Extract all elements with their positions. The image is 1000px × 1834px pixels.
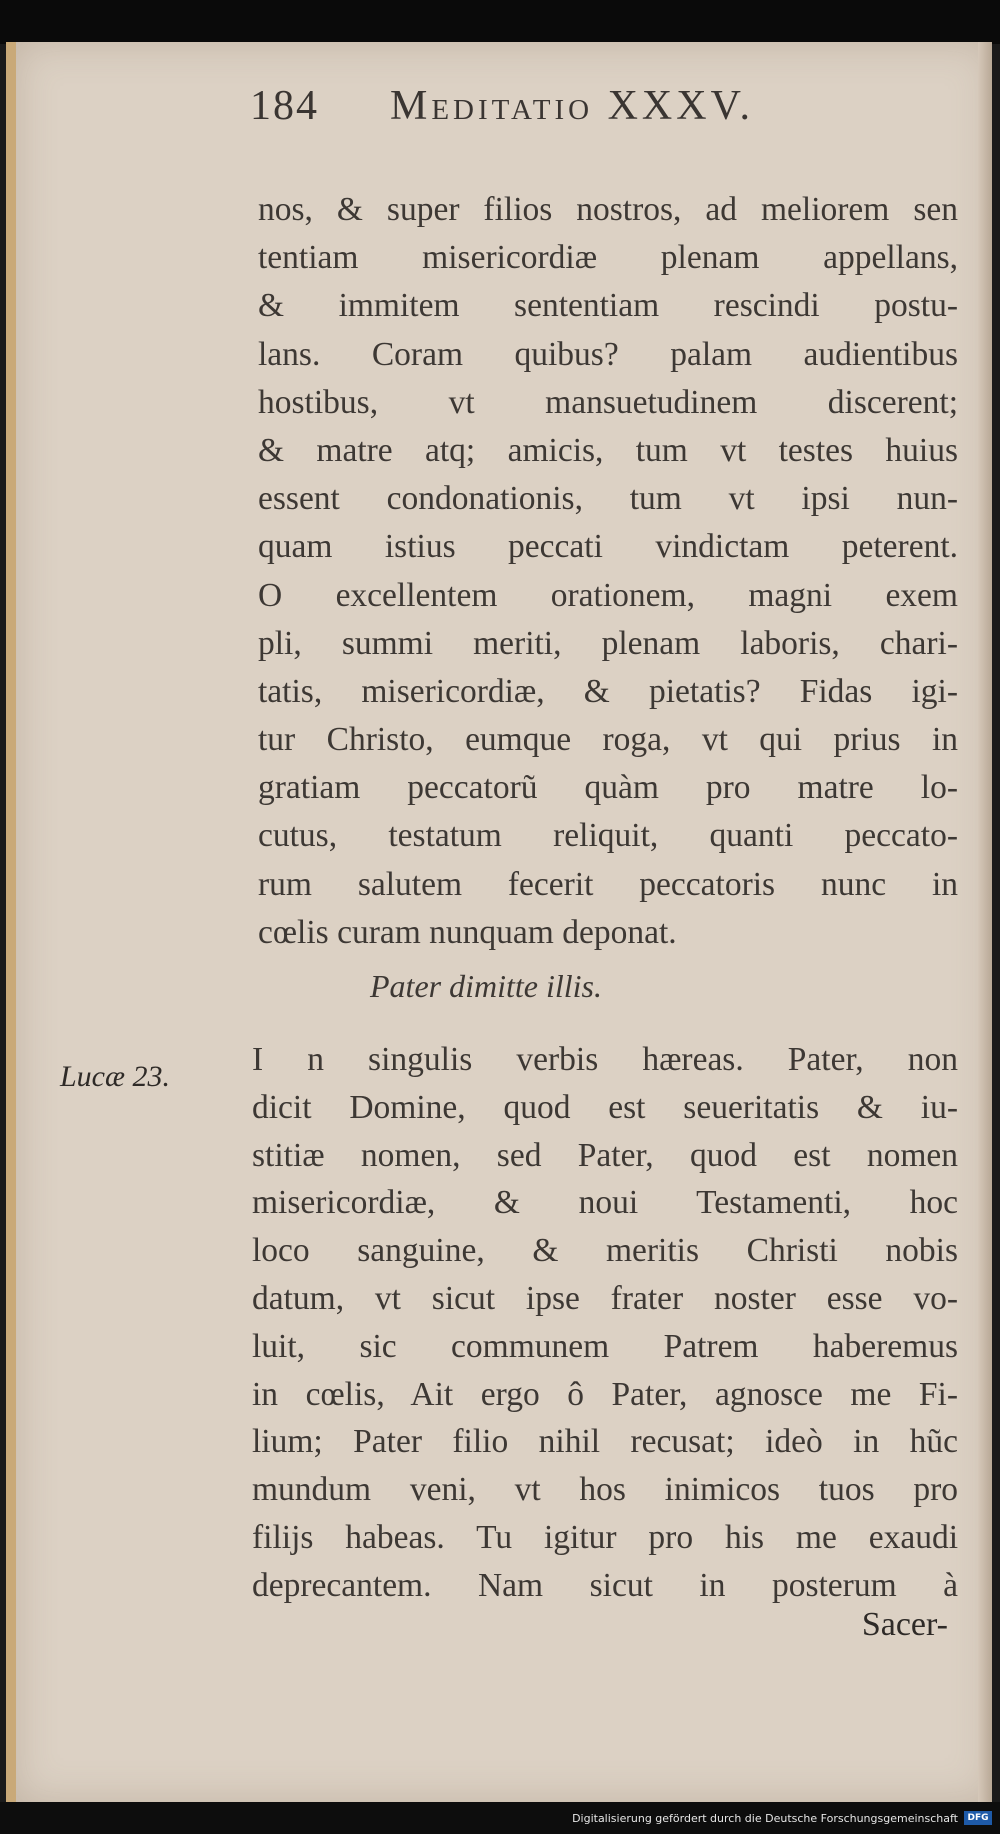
page-edge: [978, 42, 992, 1802]
paragraph-1: [258, 186, 958, 957]
text-line: & immitem sententiam rescindi postu-: [258, 287, 958, 325]
margin-reference: Lucæ 23.: [60, 1060, 171, 1093]
text-line: gratiam peccatorũ quàm pro matre lo-: [258, 769, 958, 807]
text-line: in cœlis, Ait ergo ô Pater, agnosce me Fi-: [252, 1375, 958, 1413]
running-header: [250, 82, 850, 142]
text-line: datum, vt sicut ipse frater noster esse vo-: [252, 1279, 958, 1317]
text-line: stitiæ nomen, sed Pater, quod est nomen: [252, 1136, 958, 1174]
text-line: misericordiæ, & noui Testamenti, hoc: [252, 1184, 958, 1222]
text-line: pli, summi meriti, plenam laboris, chari-: [258, 624, 958, 662]
digitization-credit: Digitalisierung gefördert durch die Deutsche Forschungsgemeinschaft: [572, 1812, 958, 1825]
text-line: luit, sic communem Patrem haberemus: [252, 1327, 958, 1365]
text-line: & matre atq; amicis, tum vt testes huius: [258, 431, 958, 469]
text-line: tentiam misericordiæ plenam appellans,: [258, 239, 958, 277]
text-line: O excellentem orationem, magni exem: [258, 576, 958, 614]
dfg-logo-badge: DFG: [964, 1811, 992, 1825]
text-line: dicit Domine, quod est seueritatis & iu-: [252, 1088, 958, 1126]
text-line: mundum veni, vt hos inimicos tuos pro: [252, 1471, 958, 1509]
text-line: tatis, misericordiæ, & pietatis? Fidas igi-: [258, 672, 958, 710]
page-number: 184: [250, 83, 319, 129]
text-line: deprecantem. Nam sicut in posterum à: [252, 1566, 958, 1604]
text-line: hostibus, vt mansuetudinem discerent;: [258, 383, 958, 421]
text-line: loco sanguine, & meritis Christi nobis: [252, 1232, 958, 1270]
text-line: rum salutem fecerit peccatoris nunc in: [258, 865, 958, 903]
text-line: filijs habeas. Tu igitur pro his me exaudi: [252, 1518, 958, 1556]
text-line: lium; Pater filio nihil recusat; ideò in hũc: [252, 1423, 958, 1461]
text-line: cœlis curam nunquam deponat.: [258, 913, 677, 951]
catchword: Sacer-: [861, 1606, 948, 1643]
top-scan-border: [0, 0, 1000, 44]
text-line: tur Christo, eumque roga, vt qui prius in: [258, 721, 958, 759]
paragraph-2: [252, 1036, 958, 1610]
running-title: Meditatio XXXV.: [390, 83, 755, 129]
text-line: cutus, testatum reliquit, quanti peccato-: [258, 817, 958, 855]
text-line: nos, & super filios nostros, ad meliorem sen: [258, 191, 958, 228]
text-line: essent condonationis, tum vt ipsi nun-: [258, 480, 958, 518]
text-line: quam istius peccati vindictam peterent.: [258, 528, 958, 566]
section-subheading: Pater dimitte illis.: [370, 968, 602, 1004]
text-line: I n singulis verbis hæreas. Pater, non: [252, 1041, 958, 1078]
text-line: lans. Coram quibus? palam audientibus: [258, 335, 958, 373]
